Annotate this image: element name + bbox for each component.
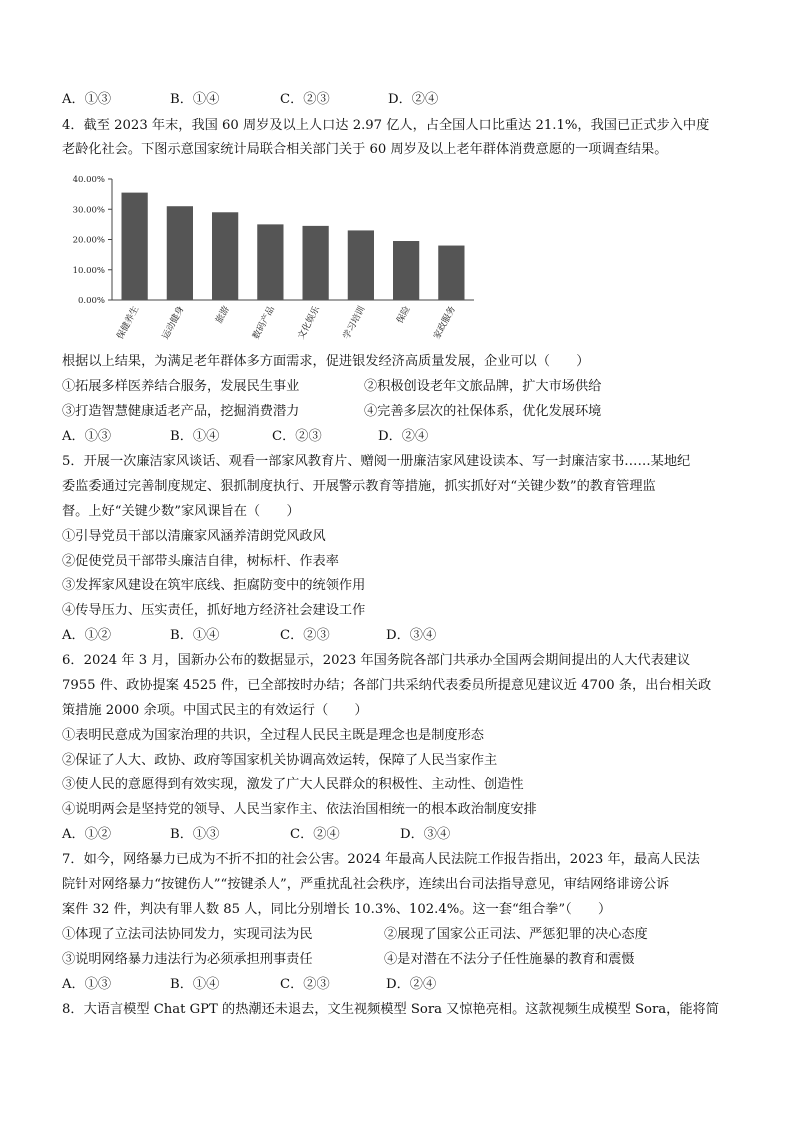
q4-stem-line-2: 老龄化社会。下图示意国家统计局联合相关部门关于 60 周岁及以上老年群体消费意愿的一项调查结果。 [62, 142, 668, 157]
consumption-intent-bar-chart [62, 168, 482, 344]
option-d[interactable]: D．②④ [386, 977, 437, 992]
q5-stem-line-2: 委监委通过完善制度规定、狠抓制度执行、开展警示教育等措施，抓实抓好对“关键少数”的教育管理监 [62, 479, 656, 494]
option-c[interactable]: C．②③ [272, 429, 322, 444]
bar [303, 226, 329, 300]
q5-item-1: ①引导党员干部以清廉家风涵养清朗党风政风 [62, 529, 326, 544]
y-tick-label: 10.00% [72, 265, 105, 276]
option-b[interactable]: B．①④ [170, 429, 220, 444]
q6-item-4: ④说明两会是坚持党的领导、人民当家作主、依法治国相统一的根本政治制度安排 [62, 802, 537, 817]
q4-options [62, 428, 742, 446]
q7-stem-line-2: 院针对网络暴力“按键伤人”“按键杀人”，严重扰乱社会秩序，连续出台司法指导意见，审结网络诽谤公诉 [62, 877, 670, 892]
q6-options [62, 826, 742, 844]
option-c[interactable]: C．②③ [280, 628, 330, 643]
q4-item-1: ①拓展多样医养结合服务，发展民生事业 [62, 379, 300, 394]
x-tick-label: 保险 [395, 304, 413, 326]
q6-item-3: ③使人民的意愿得到有效实现，激发了广大人民群众的积极性、主动性、创造性 [62, 777, 524, 792]
option-b[interactable]: B．①③ [170, 827, 220, 842]
q6-stem-line-2: 7955 件、政协提案 4525 件，已全部按时办结；各部门共采纳代表委员所提意见建议近 4700 条，出台相关政 [62, 678, 712, 693]
q4-item-4: ④完善多层次的社保体系，优化发展环境 [364, 404, 602, 419]
x-tick-label: 家政服务 [432, 304, 459, 342]
q7-items-row-2 [62, 951, 742, 969]
q5-item-4: ④传导压力、压实责任，抓好地方经济社会建设工作 [62, 603, 366, 618]
q6-item-2: ②保证了人大、政协、政府等国家机关协调高效运转，保障了人民当家作主 [62, 753, 498, 768]
q7-items-row-1 [62, 926, 742, 944]
y-tick-label: 20.00% [72, 235, 105, 246]
option-d[interactable]: D．③④ [400, 827, 451, 842]
option-b[interactable]: B．①④ [170, 628, 220, 643]
q4-items-row-1 [62, 378, 742, 396]
bars [122, 193, 465, 300]
option-a[interactable]: A．①③ [62, 92, 112, 107]
q5-stem-line-3: 督。上好“关键少数”家风课旨在（ ） [62, 504, 300, 519]
option-d[interactable]: D．②④ [378, 429, 429, 444]
q4-stem-line-1: 4．截至 2023 年末，我国 60 周岁及以上人口达 2.97 亿人，占全国人口比重达 21.1%，我国已正式步入中度 [62, 118, 710, 133]
q5-options [62, 627, 742, 645]
q4-question: 根据以上结果，为满足老年群体多方面需求，促进银发经济高质量发展，企业可以（ ） [62, 354, 590, 369]
x-tick-label: 学习培训 [341, 304, 368, 342]
option-c[interactable]: C．②③ [280, 92, 330, 107]
option-d[interactable]: D．③④ [386, 628, 437, 643]
y-tick-label: 30.00% [72, 205, 105, 216]
prev-question-options [62, 91, 742, 109]
q6-stem-line-1: 6．2024 年 3 月，国新办公布的数据显示，2023 年国务院各部门共承办全国两会期间提出的人大代表建议 [62, 653, 691, 668]
q4-item-2: ②积极创设老年文旅品牌，扩大市场供给 [364, 379, 602, 394]
y-tick-label: 0.00% [77, 296, 105, 306]
x-axis-labels [114, 303, 458, 341]
q7-item-4: ④是对潜在不法分子任性施暴的教育和震慑 [384, 952, 635, 967]
x-tick-label: 旅游 [214, 304, 232, 326]
bar [393, 241, 419, 300]
q8-stem-line-1: 8．大语言模型 Chat GPT 的热潮还未退去，文生视频模型 Sora 又惊艳亮相。这款视频生成模型 Sora，能将简 [62, 1002, 719, 1017]
bar [257, 224, 283, 300]
option-a[interactable]: A．①③ [62, 429, 112, 444]
option-c[interactable]: C．②③ [280, 977, 330, 992]
option-b[interactable]: B．①④ [170, 92, 220, 107]
y-tick-label: 40.00% [72, 175, 105, 185]
q6-stem-line-3: 策措施 2000 余项。中国式民主的有效运行（ ） [62, 703, 368, 718]
bar [348, 230, 374, 300]
x-tick-label: 运动健身 [160, 304, 187, 342]
q7-item-3: ③说明网络暴力违法行为必须承担刑事责任 [62, 952, 313, 967]
q7-stem-line-1: 7．如今，网络暴力已成为不折不扣的社会公害。2024 年最高人民法院工作报告指出，2023 年，最高人民法 [62, 852, 700, 867]
option-a[interactable]: A．①② [62, 827, 112, 842]
x-tick-label: 保健养生 [115, 304, 142, 342]
q6-item-1: ①表明民意成为国家治理的共识，全过程人民民主既是理念也是制度形态 [62, 728, 484, 743]
bar [438, 246, 464, 300]
x-tick-label: 文化娱乐 [296, 304, 323, 342]
q7-stem-line-3: 案件 32 件，判决有罪人数 85 人，同比分别增长 10.3%、102.4%。这一套“组合拳”（ ） [62, 902, 612, 917]
q5-stem-line-1: 5．开展一次廉洁家风谈话、观看一部家风教育片、赠阅一册廉洁家风建设读本、写一封廉洁家书……某地纪 [62, 454, 691, 469]
q7-item-2: ②展现了国家公正司法、严惩犯罪的决心态度 [384, 927, 648, 942]
q4-items-row-2 [62, 403, 742, 421]
q5-item-3: ③发挥家风建设在筑牢底线、拒腐防变中的统领作用 [62, 578, 366, 593]
q5-item-2: ②促使党员干部带头廉洁自律，树标杆、作表率 [62, 554, 339, 569]
x-tick-label: 数码产品 [251, 304, 278, 342]
option-a[interactable]: A．①② [62, 628, 112, 643]
q7-options [62, 976, 742, 994]
option-a[interactable]: A．①③ [62, 977, 112, 992]
option-b[interactable]: B．①④ [170, 977, 220, 992]
option-d[interactable]: D．②④ [388, 92, 439, 107]
bar [167, 206, 193, 300]
bar [212, 212, 238, 300]
bar [122, 193, 148, 300]
q4-item-3: ③打造智慧健康适老产品，挖掘消费潜力 [62, 404, 300, 419]
q7-item-1: ①体现了立法司法协同发力，实现司法为民 [62, 927, 313, 942]
option-c[interactable]: C．②④ [290, 827, 340, 842]
